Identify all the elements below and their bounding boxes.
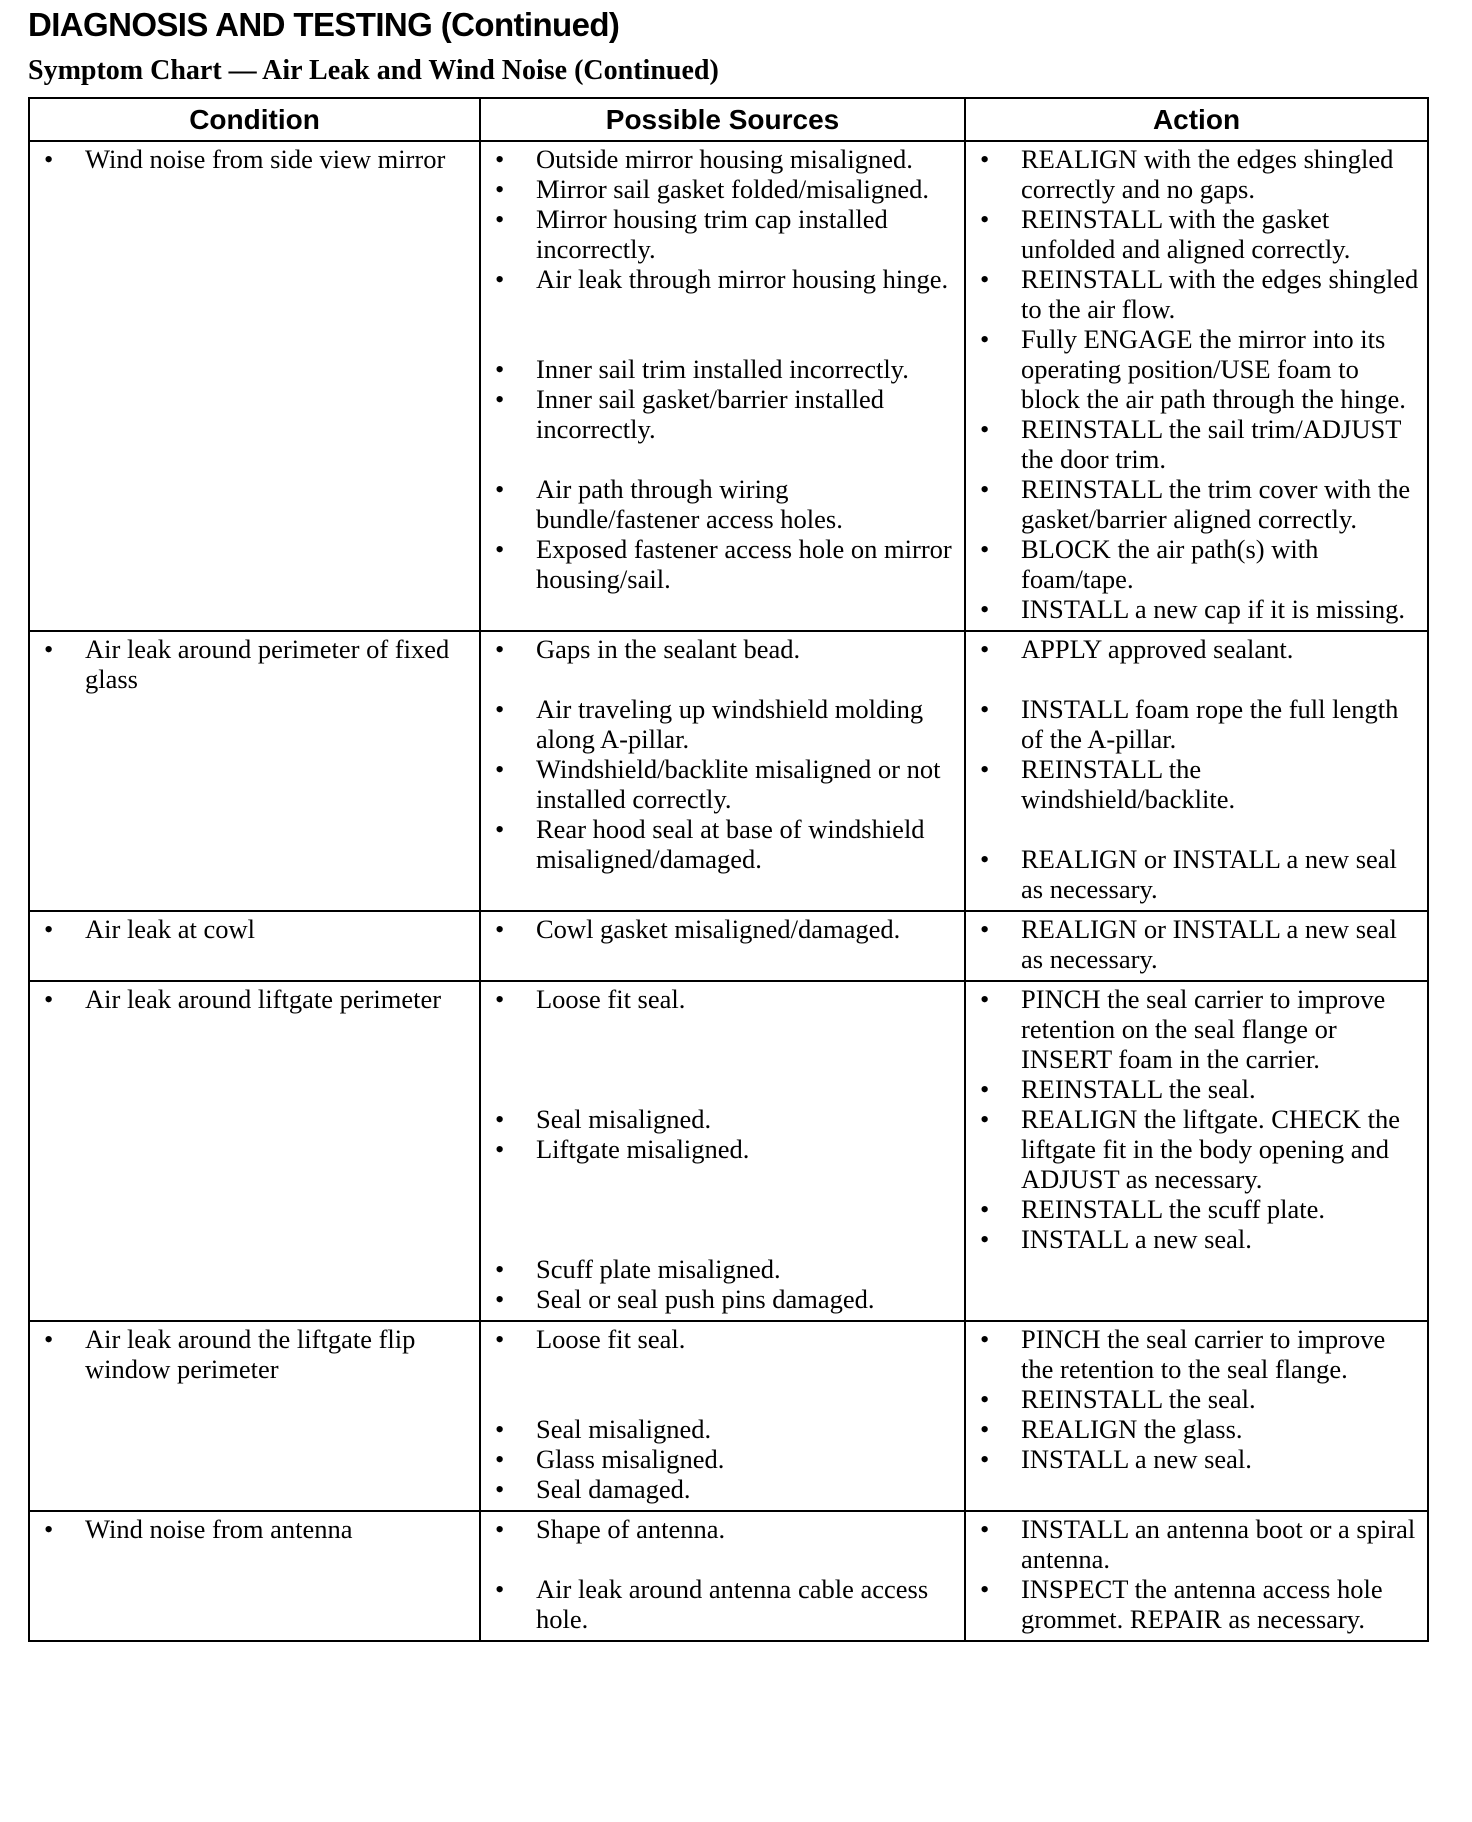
source-item: • Loose fit seal. <box>491 984 956 1014</box>
source-item: • Mirror housing trim cap installed incorrectly. <box>491 204 956 264</box>
action-item: • PINCH the seal carrier to improve the retention to the seal flange. <box>976 1324 1419 1384</box>
column-header-condition: Condition <box>29 98 480 141</box>
source-item: • Shape of antenna. <box>491 1514 956 1544</box>
actions-cell <box>965 911 1428 981</box>
source-item: • Loose fit seal. <box>491 1324 956 1354</box>
table-row <box>29 1511 1428 1641</box>
source-item: • Air leak through mirror housing hinge. <box>491 264 956 294</box>
action-item: • REINSTALL the seal. <box>976 1074 1419 1104</box>
actions-cell <box>965 1511 1428 1641</box>
condition-cell <box>29 141 480 631</box>
action-item: • REINSTALL with the gasket unfolded and aligned correctly. <box>976 204 1419 264</box>
action-item: • BLOCK the air path(s) with foam/tape. <box>976 534 1419 594</box>
actions-cell <box>965 631 1428 911</box>
source-item: • Rear hood seal at base of windshield misaligned/damaged. <box>491 814 956 874</box>
action-item: • PINCH the seal carrier to improve retention on the seal flange or INSERT foam in the carrier. <box>976 984 1419 1074</box>
section-title: DIAGNOSIS AND TESTING (Continued) <box>28 6 620 43</box>
action-item: • REALIGN with the edges shingled correctly and no gaps. <box>976 144 1419 204</box>
sources-cell <box>480 631 965 911</box>
source-item: • Seal misaligned. <box>491 1414 956 1444</box>
table-row <box>29 911 1428 981</box>
table-row <box>29 1321 1428 1511</box>
actions-cell <box>965 981 1428 1321</box>
source-item: • Scuff plate misaligned. <box>491 1254 956 1284</box>
condition-cell <box>29 981 480 1321</box>
source-item: • Inner sail gasket/barrier installed incorrectly. <box>491 384 956 444</box>
condition-item: • Wind noise from antenna <box>40 1514 471 1544</box>
actions-cell <box>965 141 1428 631</box>
action-item: • INSTALL foam rope the full length of the A-pillar. <box>976 694 1419 754</box>
condition-item: • Air leak at cowl <box>40 914 471 944</box>
source-item: • Liftgate misaligned. <box>491 1134 956 1164</box>
action-item: • REALIGN the glass. <box>976 1414 1419 1444</box>
source-item: • Exposed fastener access hole on mirror housing/sail. <box>491 534 956 594</box>
condition-item: • Wind noise from side view mirror <box>40 144 471 174</box>
symptom-chart-table <box>28 97 1429 1642</box>
sources-cell <box>480 911 965 981</box>
action-item: • REINSTALL the sail trim/ADJUST the door trim. <box>976 414 1419 474</box>
action-item: • INSTALL an antenna boot or a spiral antenna. <box>976 1514 1419 1574</box>
action-item: • REALIGN or INSTALL a new seal as necessary. <box>976 914 1419 974</box>
source-item: • Air path through wiring bundle/fastener access holes. <box>491 474 956 534</box>
source-item: • Gaps in the sealant bead. <box>491 634 956 664</box>
table-row <box>29 141 1428 631</box>
source-item: • Seal or seal push pins damaged. <box>491 1284 956 1314</box>
sources-cell <box>480 141 965 631</box>
condition-cell <box>29 1511 480 1641</box>
action-item: • REINSTALL the windshield/backlite. <box>976 754 1419 814</box>
action-item: • INSTALL a new seal. <box>976 1444 1419 1474</box>
condition-item: • Air leak around perimeter of fixed glass <box>40 634 471 694</box>
table-row <box>29 981 1428 1321</box>
source-item: • Seal damaged. <box>491 1474 956 1504</box>
action-item: • REINSTALL the seal. <box>976 1384 1419 1414</box>
action-item: • REINSTALL the scuff plate. <box>976 1194 1419 1224</box>
condition-cell <box>29 631 480 911</box>
source-item: • Air traveling up windshield molding along A-pillar. <box>491 694 956 754</box>
action-item: • REINSTALL the trim cover with the gasket/barrier aligned correctly. <box>976 474 1419 534</box>
sources-cell <box>480 1321 965 1511</box>
condition-cell <box>29 911 480 981</box>
condition-cell <box>29 1321 480 1511</box>
condition-item: • Air leak around the liftgate flip window perimeter <box>40 1324 471 1384</box>
source-item: • Windshield/backlite misaligned or not installed correctly. <box>491 754 956 814</box>
source-item: • Glass misaligned. <box>491 1444 956 1474</box>
column-header-action: Action <box>965 98 1428 141</box>
source-item: • Air leak around antenna cable access hole. <box>491 1574 956 1634</box>
source-item: • Mirror sail gasket folded/misaligned. <box>491 174 956 204</box>
chart-title: Symptom Chart — Air Leak and Wind Noise (Continued) <box>28 55 719 86</box>
action-item: • Fully ENGAGE the mirror into its operating position/USE foam to block the air path through the hinge. <box>976 324 1419 414</box>
source-item: • Cowl gasket misaligned/damaged. <box>491 914 956 944</box>
action-item: • REALIGN the liftgate. CHECK the liftgate fit in the body opening and ADJUST as necessary. <box>976 1104 1419 1194</box>
action-item: • REALIGN or INSTALL a new seal as necessary. <box>976 844 1419 904</box>
action-item: • APPLY approved sealant. <box>976 634 1419 664</box>
action-item: • INSPECT the antenna access hole grommet. REPAIR as necessary. <box>976 1574 1419 1634</box>
sources-cell <box>480 1511 965 1641</box>
source-item: • Outside mirror housing misaligned. <box>491 144 956 174</box>
source-item: • Inner sail trim installed incorrectly. <box>491 354 956 384</box>
action-item: • INSTALL a new seal. <box>976 1224 1419 1254</box>
condition-item: • Air leak around liftgate perimeter <box>40 984 471 1014</box>
actions-cell <box>965 1321 1428 1511</box>
action-item: • INSTALL a new cap if it is missing. <box>976 594 1419 624</box>
table-row <box>29 631 1428 911</box>
column-header-possible-sources: Possible Sources <box>480 98 965 141</box>
header-row <box>29 98 1428 141</box>
source-item: • Seal misaligned. <box>491 1104 956 1134</box>
action-item: • REINSTALL with the edges shingled to the air flow. <box>976 264 1419 324</box>
sources-cell <box>480 981 965 1321</box>
